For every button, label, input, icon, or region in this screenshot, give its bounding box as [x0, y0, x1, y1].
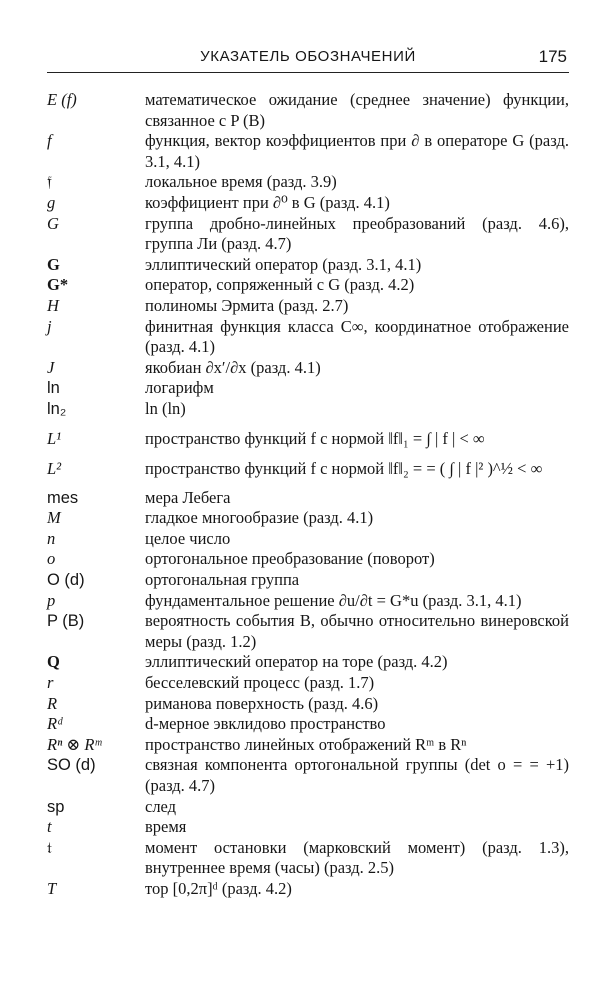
notation-symbol: 𝔱	[47, 837, 53, 857]
notation-entry	[47, 399, 569, 420]
notation-symbol: n	[47, 528, 56, 548]
notation-symbol: 𝔣	[47, 172, 52, 192]
notation-symbol: t	[47, 817, 52, 837]
notation-symbol: L²	[47, 459, 62, 479]
notation-symbol: Rᵈ	[47, 714, 63, 734]
notation-symbol: O (d)	[47, 571, 85, 590]
notation-description: полиномы Эрмита (разд. 2.7)	[145, 295, 349, 315]
notation-description: ортогональная группа	[145, 570, 300, 590]
notation-description: пространство линейных отображений Rᵐ в Rⁿ	[145, 734, 467, 754]
notation-description: фундаментальное решение ∂u/∂t = G*u (разд. 3.1, 4.1)	[145, 590, 522, 610]
notation-entry	[47, 296, 569, 317]
notation-symbol: H	[47, 295, 59, 315]
notation-description: целое число	[145, 528, 231, 548]
notation-entry	[47, 652, 569, 673]
notation-description: группа дробно-линейных преобразований (разд. 4.6), группа Ли (разд. 4.7)	[145, 213, 569, 254]
notation-description: d-мерное эвклидово пространство	[145, 714, 386, 734]
notation-description: мера Лебега	[145, 487, 231, 507]
notation-symbol: j	[47, 316, 52, 336]
notation-description: время	[145, 817, 187, 837]
notation-symbol: Q	[47, 652, 60, 672]
notation-entry	[47, 673, 569, 694]
notation-description: вероятность события B, обычно относительно винеровской меры (разд. 1.2)	[145, 611, 569, 651]
notation-symbol: p	[47, 590, 56, 610]
notation-symbol: sp	[47, 797, 65, 816]
notation-description: тор [0,2π]ᵈ (разд. 4.2)	[145, 878, 292, 898]
notation-entry	[47, 570, 569, 591]
notation-description: якобиан ∂x′/∂x (разд. 4.1)	[145, 357, 321, 377]
notation-entry	[47, 378, 569, 399]
notation-description: риманова поверхность (разд. 4.6)	[145, 693, 379, 713]
notation-description: эллиптический оператор на торе (разд. 4.2)	[145, 652, 448, 672]
notation-entry	[47, 488, 569, 509]
notation-symbol: L¹	[47, 428, 62, 448]
notation-description: функция, вектор коэффициентов при ∂ в операторе G (разд. 3.1, 4.1)	[145, 131, 569, 171]
notation-entry	[47, 838, 569, 879]
notation-entry	[47, 193, 569, 214]
notation-entry	[47, 694, 569, 715]
notation-entry	[47, 879, 569, 900]
notation-symbol: G	[47, 213, 59, 233]
page-number: 175	[538, 47, 567, 66]
notation-description: логарифм	[145, 378, 214, 398]
notation-description: след	[145, 796, 177, 816]
notation-entry	[47, 459, 569, 480]
notation-entry	[47, 714, 569, 735]
notation-description: оператор, сопряженный с G (разд. 4.2)	[145, 275, 415, 295]
notation-entry	[47, 429, 569, 450]
notation-description: ортогональное преобразование (поворот)	[145, 549, 435, 569]
notation-entry	[47, 131, 569, 172]
notation-entry	[47, 611, 569, 652]
notation-index-list	[47, 90, 569, 900]
notation-entry	[47, 275, 569, 296]
notation-entry	[47, 358, 569, 379]
notation-entry	[47, 508, 569, 529]
notation-symbol: f	[47, 131, 52, 151]
notation-description: связная компонента ортогональной группы (det o = = +1) (разд. 4.7)	[145, 755, 569, 795]
notation-description: финитная функция класса C∞, координатное отображение (разд. 4.1)	[145, 316, 569, 357]
notation-symbol: g	[47, 192, 56, 212]
notation-symbol: J	[47, 357, 55, 377]
notation-symbol: G*	[47, 275, 69, 295]
notation-symbol: mes	[47, 488, 79, 507]
notation-description: пространство функций f с нормой ‖f‖₁ = ∫ | f | < ∞	[145, 428, 485, 448]
notation-symbol: E (f)	[47, 90, 77, 109]
notation-symbol: SO (d)	[47, 756, 96, 775]
notation-description: ln (ln)	[145, 398, 186, 418]
notation-entry	[47, 317, 569, 358]
notation-description: момент остановки (марковский момент) (разд. 1.3), внутреннее время (часы) (разд. 2.5)	[145, 837, 569, 878]
notation-description: локальное время (разд. 3.9)	[145, 172, 337, 192]
notation-entry	[47, 591, 569, 612]
notation-symbol: P (B)	[47, 612, 85, 631]
notation-entry	[47, 172, 569, 193]
running-head-title: УКАЗАТЕЛЬ ОБОЗНАЧЕНИЙ	[200, 48, 416, 65]
notation-entry	[47, 817, 569, 838]
notation-description: бесселевский процесс (разд. 1.7)	[145, 673, 375, 693]
notation-entry	[47, 529, 569, 550]
notation-symbol: Rⁿ ⊗ Rᵐ	[47, 734, 102, 754]
notation-symbol: r	[47, 673, 54, 693]
notation-symbol: M	[47, 508, 61, 528]
notation-description: пространство функций f с нормой ‖f‖₂ = = ( ∫ | f |² )^½ < ∞	[145, 459, 543, 479]
notation-symbol: ln₂	[47, 399, 67, 418]
running-header	[47, 44, 569, 73]
notation-description: коэффициент при ∂⁰ в G (разд. 4.1)	[145, 192, 390, 212]
notation-entry	[47, 90, 569, 131]
notation-description: эллиптический оператор (разд. 3.1, 4.1)	[145, 254, 422, 274]
notation-symbol: T	[47, 878, 57, 898]
notation-entry	[47, 549, 569, 570]
notation-entry	[47, 755, 569, 796]
notation-description: гладкое многообразие (разд. 4.1)	[145, 508, 374, 528]
notation-description: математическое ожидание (среднее значение) функции, связанное с P (B)	[145, 90, 569, 130]
notation-symbol: R	[47, 693, 58, 713]
notation-symbol: G	[47, 254, 60, 274]
notation-entry	[47, 735, 569, 756]
notation-entry	[47, 214, 569, 255]
notation-entry	[47, 797, 569, 818]
notation-symbol: o	[47, 549, 56, 569]
notation-symbol: ln	[47, 379, 60, 398]
notation-entry	[47, 255, 569, 276]
